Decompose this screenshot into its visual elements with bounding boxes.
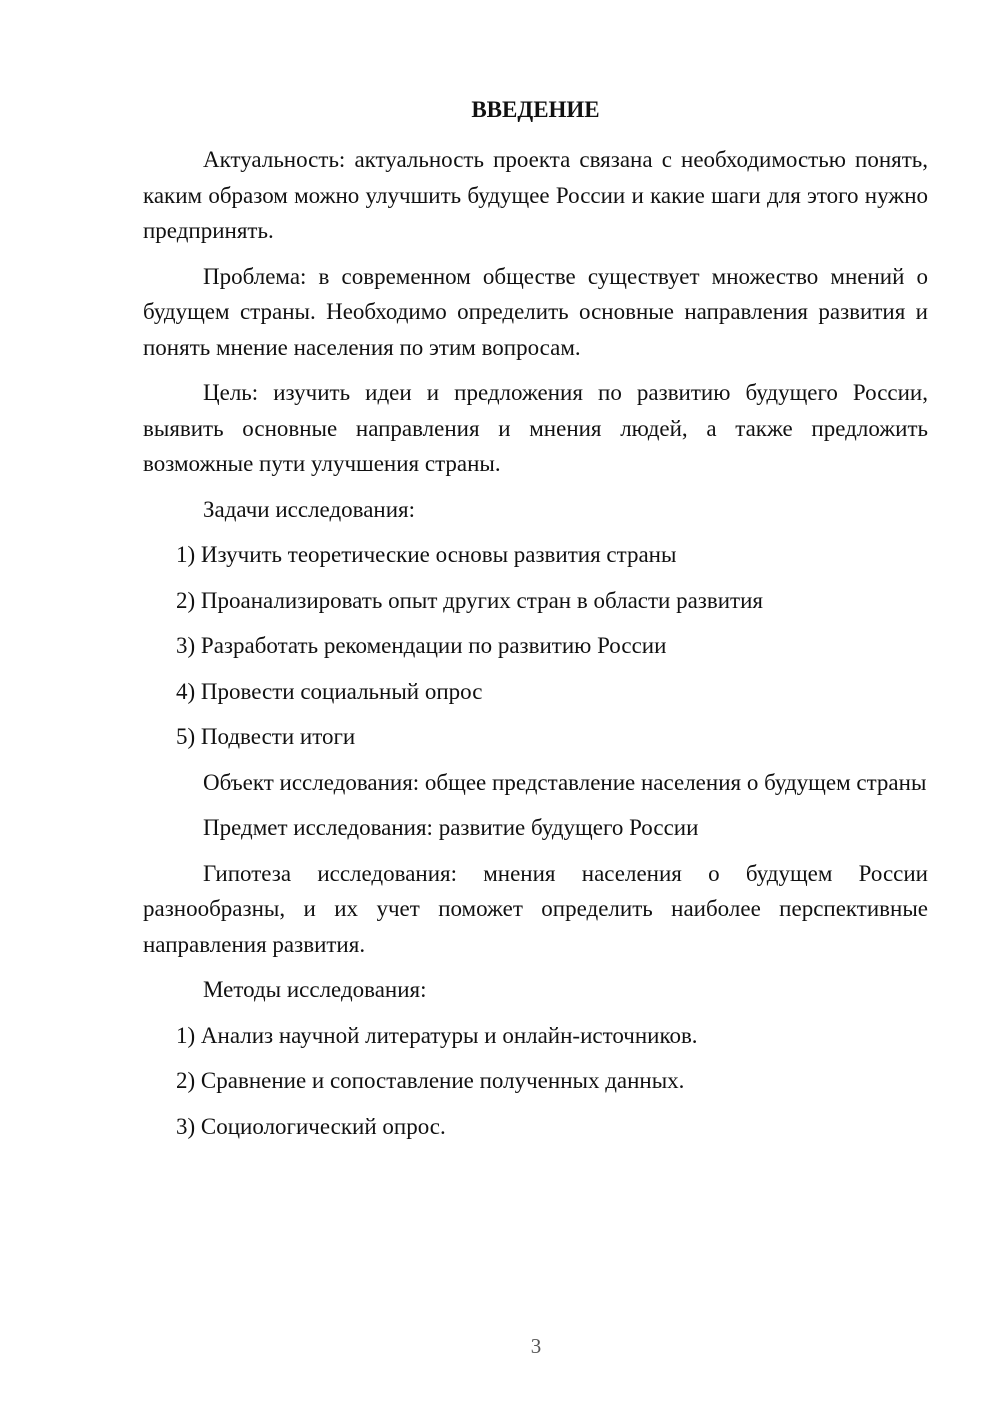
page-number: 3 [530, 1334, 542, 1358]
task-item: 4) Провести социальный опрос [176, 678, 483, 704]
methods-heading: Методы исследования: [203, 977, 427, 1002]
relevance-paragraph: Актуальность: актуальность проекта связана с необходимостью понять, каким образом можно улучшить будущее России и какие шаги для этого нужно предпринять. [143, 147, 928, 243]
document-body [143, 94, 928, 1154]
task-item: 5) Подвести итоги [176, 724, 356, 749]
problem-paragraph: Проблема: в современном обществе существует множество мнений о будущем страны. Необходимо определить основные направления развития и понять мнение населения по этим вопросам. [143, 263, 928, 360]
object-paragraph: Объект исследования: общее представление населения о будущем страны [203, 769, 927, 795]
page-title: ВВЕДЕНИЕ [471, 97, 600, 122]
method-item: 2) Сравнение и сопоставление полученных данных. [176, 1068, 685, 1093]
method-item: 3) Социологический опрос. [176, 1113, 446, 1139]
task-item: 2) Проанализировать опыт других стран в области развития [176, 587, 763, 613]
goal-paragraph: Цель: изучить идеи и предложения по развитию будущего России, выявить основные направления и мнения людей, а также предложить возможные пути улучшения страны. [143, 380, 928, 476]
tasks-heading: Задачи исследования: [203, 496, 416, 522]
task-item: 1) Изучить теоретические основы развития страны [176, 542, 677, 567]
subject-paragraph: Предмет исследования: развитие будущего России [203, 815, 699, 840]
method-item: 1) Анализ научной литературы и онлайн-источников. [176, 1022, 698, 1048]
hypothesis-paragraph: Гипотеза исследования: мнения населения о будущем России разнообразны, и их учет поможет определить наиболее перспективные направления развития. [143, 860, 928, 957]
task-item: 3) Разработать рекомендации по развитию России [176, 633, 667, 658]
